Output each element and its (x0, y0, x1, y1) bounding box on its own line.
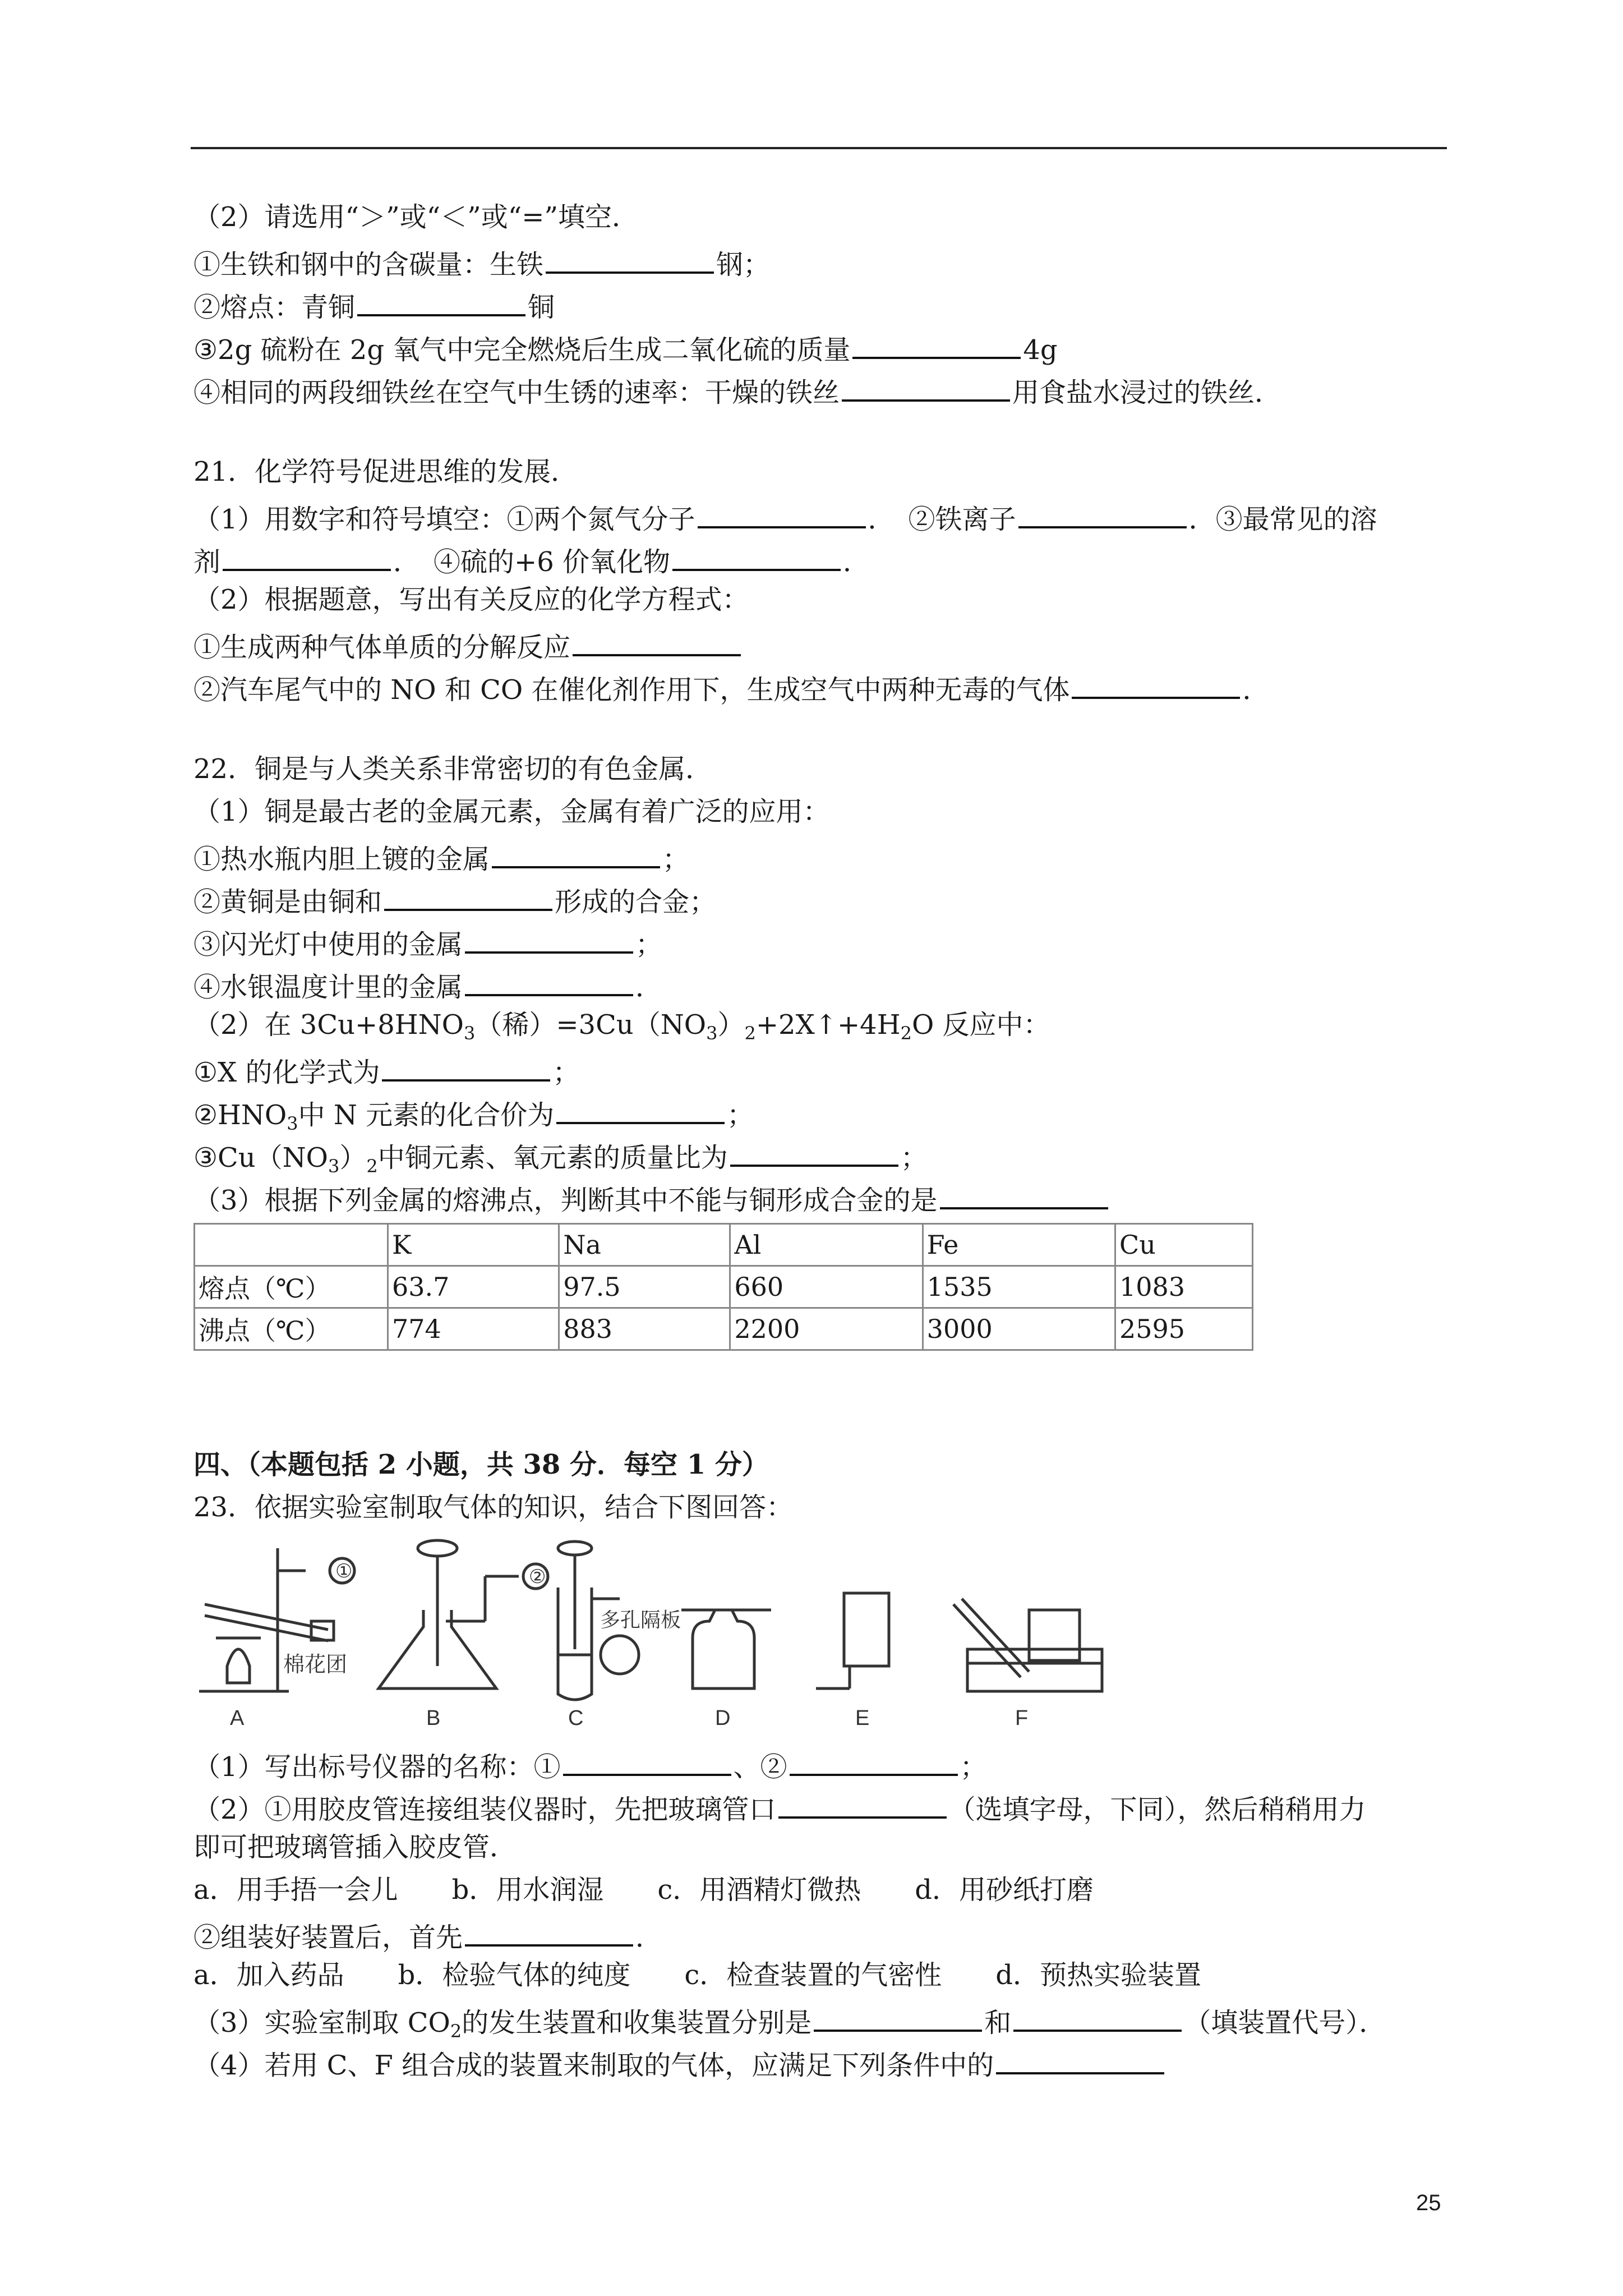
q23-part4: （4）若用 C、F 组合成的装置来制取的气体，应满足下列条件中的 (193, 2043, 1166, 2083)
q22-sub3: $③Cu(NO_3)_2$中铜元素、氧元素的质量比为 ； (193, 1135, 928, 1184)
answer-blank[interactable] (563, 1745, 731, 1776)
q23-part2-line2: 即可把玻璃管插入胶皮管． (193, 1832, 517, 1863)
q21-item1: ①生成两种气体单质的分解反应 (193, 625, 743, 665)
q23-options-1: a．用手捂一会儿 b．用水润湿 c．用酒精灯微热 d．用砂纸打磨 (193, 1874, 1094, 1906)
cotton-label: 棉花团 (283, 1653, 348, 1677)
answer-blank[interactable] (698, 497, 866, 528)
apparatus-mark-1: ① (335, 1561, 353, 1582)
answer-blank[interactable] (672, 540, 841, 571)
table-cell: Cu (1115, 1224, 1253, 1266)
answer-blank[interactable] (852, 328, 1021, 359)
q23-part2-line1: （2）①用胶皮管连接组装仪器时，先把玻璃管口 （选填字母，下同），然后稍稍用力 (193, 1787, 1366, 1827)
q21-part1-line2: 剂 ． ④硫的+6 价氧化物 ． (193, 540, 870, 579)
q21-title: 21．化学符号促进思维的发展． (193, 456, 578, 487)
apparatus-d (681, 1610, 771, 1728)
answer-blank[interactable] (940, 1178, 1108, 1209)
table-cell: 2200 (730, 1308, 923, 1350)
apparatus-f (953, 1599, 1102, 1728)
table-cell: 63.7 (388, 1266, 559, 1308)
table-cell: K (388, 1224, 559, 1266)
answer-blank[interactable] (556, 1093, 725, 1124)
lab-apparatus-figure (193, 1537, 1158, 1728)
answer-blank[interactable] (384, 880, 552, 911)
q20-part2: （2）请选用“＞”或“＜”或“=”填空． (193, 201, 639, 233)
table-row (195, 1266, 1253, 1308)
q22-part3: （3）根据下列金属的熔沸点，判断其中不能与铜形成合金的是 (193, 1178, 1110, 1218)
apparatus-mark-2: ② (529, 1566, 546, 1588)
answer-blank[interactable] (778, 1787, 947, 1819)
q22-sub1: ①X 的化学式为 ； (193, 1050, 579, 1090)
answer-blank[interactable] (842, 370, 1010, 402)
answer-blank[interactable] (573, 625, 741, 656)
q22-item1: ①热水瓶内胆上镀的金属 ； (193, 837, 689, 877)
apparatus-label-d: D (715, 1706, 731, 1728)
apparatus-label-a: A (230, 1706, 245, 1728)
apparatus-label-c: C (568, 1706, 584, 1728)
q21-part2: （2）根据题意，写出有关反应的化学方程式： (193, 584, 749, 615)
answer-blank[interactable] (1072, 668, 1240, 699)
table-row (195, 1308, 1253, 1350)
table-row (195, 1224, 1253, 1266)
page-number: 25 (1416, 2191, 1441, 2215)
table-cell: 3000 (923, 1308, 1115, 1350)
table-cell (195, 1224, 388, 1266)
answer-blank[interactable] (382, 1050, 550, 1082)
table-cell: Fe (923, 1224, 1115, 1266)
table-cell: Na (559, 1224, 730, 1266)
q20-item2: ②熔点：青铜 铜 (193, 285, 555, 325)
apparatus-label-e: E (855, 1706, 870, 1728)
q22-part2: （2）在 $3Cu+8HNO_3$（稀）$=3Cu(NO_3)_2+2X↑+4H_2O$ 反应中： (193, 1009, 1050, 1044)
q21-part1-line1: （1）用数字和符号填空：①两个氮气分子 ． ②铁离子 ．③最常见的溶 (193, 497, 1377, 537)
table-cell: 1535 (923, 1266, 1115, 1308)
answer-blank[interactable] (465, 965, 633, 996)
answer-blank[interactable] (546, 242, 714, 274)
q20-item3: ③2g 硫粉在 2g 氧气中完全燃烧后生成二氧化硫的质量 4g (193, 328, 1058, 367)
table-cell: 883 (559, 1308, 730, 1350)
q23-part1: （1）写出标号仪器的名称：① 、② ； (193, 1745, 987, 1784)
answer-blank[interactable] (223, 540, 391, 571)
q22-item2: ②黄铜是由铜和 形成的合金； (193, 880, 716, 919)
header-rule (191, 147, 1447, 149)
answer-blank[interactable] (465, 1915, 633, 1947)
table-cell: 沸点（℃） (195, 1308, 388, 1350)
table-cell: 97.5 (559, 1266, 730, 1308)
answer-blank[interactable] (465, 922, 633, 954)
apparatus-label-b: B (426, 1706, 441, 1728)
answer-blank[interactable] (730, 1135, 898, 1167)
q22-sub2: $②HNO_3$中 N 元素的化合价为 ； (193, 1093, 754, 1141)
apparatus-a (199, 1548, 354, 1728)
answer-blank[interactable] (492, 837, 660, 868)
section-heading: 四、（本题包括 2 小题，共 38 分．每空 1 分） (193, 1449, 769, 1480)
table-cell: 2595 (1115, 1308, 1253, 1350)
q22-item3: ③闪光灯中使用的金属 ； (193, 922, 662, 962)
answer-blank[interactable] (1018, 497, 1187, 528)
q23-title: 23．依据实验室制取气体的知识，结合下图回答： (193, 1492, 794, 1523)
answer-blank[interactable] (357, 285, 525, 316)
q23-options-2: a．加入药品 b．检验气体的纯度 c．检查装置的气密性 d．预热实验装置 (193, 1959, 1201, 1991)
apparatus-b (379, 1540, 548, 1728)
apparatus-e (816, 1593, 889, 1728)
table-cell: 774 (388, 1308, 559, 1350)
q23-part3: （3）实验室制取 $CO_2$的发生装置和收集装置分别是 和 （填装置代号）． (193, 2000, 1386, 2049)
q22-item4: ④水银温度计里的金属 ． (193, 965, 662, 1005)
answer-blank[interactable] (1013, 2000, 1182, 2032)
q22-title: 22．铜是与人类关系非常密切的有色金属． (193, 753, 713, 785)
q21-item2: ②汽车尾气中的 NO 和 CO 在催化剂作用下，生成空气中两种无毒的气体 ． (193, 668, 1269, 707)
apparatus-c (558, 1542, 681, 1728)
answer-blank[interactable] (790, 1745, 958, 1776)
answer-blank[interactable] (814, 2000, 982, 2032)
table-cell: 660 (730, 1266, 923, 1308)
q22-part1: （1）铜是最古老的金属元素，金属有着广泛的应用： (193, 796, 830, 827)
q20-item4: ④相同的两段细铁丝在空气中生锈的速率：干燥的铁丝 用食盐水浸过的铁丝． (193, 370, 1281, 410)
porous-plate-label: 多孔隔板 (600, 1608, 681, 1631)
table-cell: 熔点（℃） (195, 1266, 388, 1308)
metal-properties-table (193, 1223, 1253, 1351)
answer-blank[interactable] (996, 2043, 1164, 2074)
q23-part2-sub2: ②组装好装置后，首先 ． (193, 1915, 662, 1955)
q20-item1: ①生铁和钢中的含碳量：生铁 钢； (193, 242, 770, 282)
apparatus-label-f: F (1015, 1706, 1029, 1728)
table-cell: Al (730, 1224, 923, 1266)
table-cell: 1083 (1115, 1266, 1253, 1308)
